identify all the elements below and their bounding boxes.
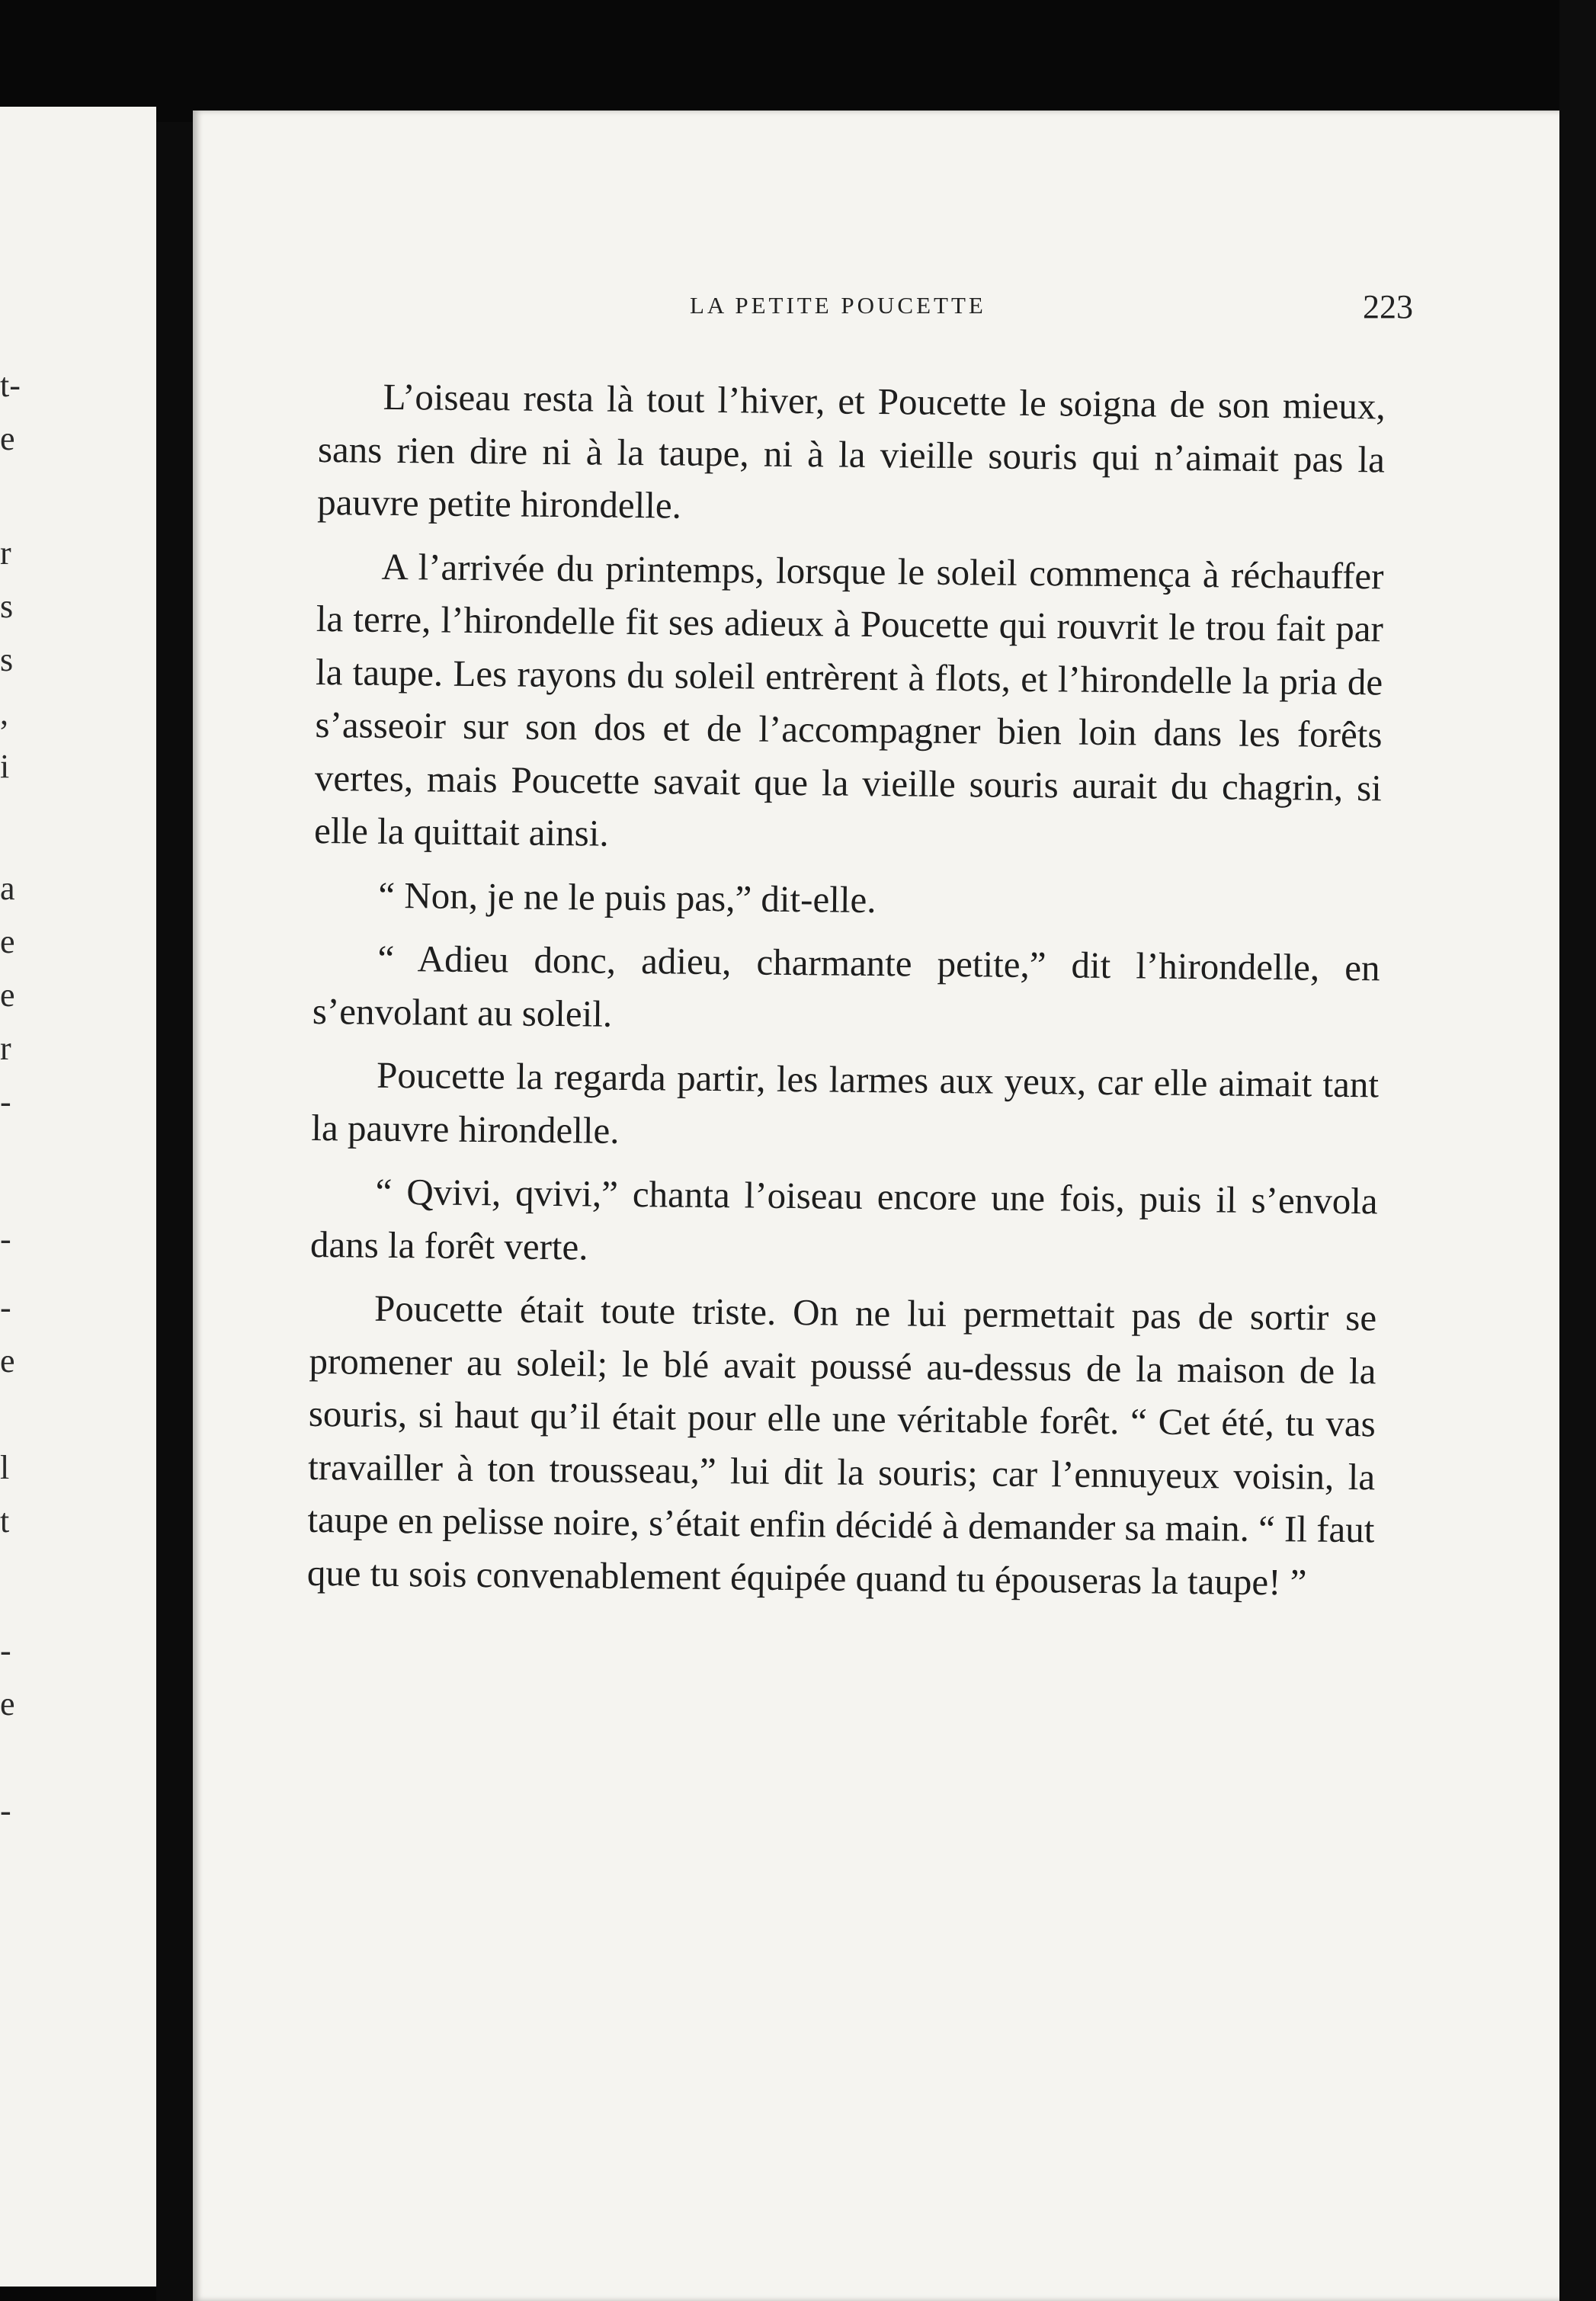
paragraph: L’oiseau resta là tout l’hiver, et Poucette le soigna de son mieux, sans rien dire ni à la taupe, ni à la vieille souris qui n’aimait pas la pauvre petite hirondelle.	[317, 375, 1386, 527]
fragment: -	[0, 1632, 11, 1669]
paragraph: A l’arrivée du printemps, lorsque le soleil commença à réchauffer la terre, l’hirondelle fit ses adieux à Poucette qui rouvrit le trou fait par la taupe. Les rayons du soleil entrèrent à flots, et l’hirondelle la pria de s’asseoir sur son dos et de l’accompagner bien loin dans les forêts vertes, mais Poucette savait que la vieille souris aurait du chagrin, si elle la quittait ainsi.	[313, 545, 1384, 854]
paragraph: Poucette était toute triste. On ne lui permettait pas de sortir se promener au soleil; le blé avait poussé au-dessus de la maison de la souris, si haut qu’il était pour elle une véritable forêt. “ Cet été, tu vas travailler à ton trousseau,” lui dit la souris; car l’ennuyeux voisin, la taupe en pelisse noire, s’était enfin décidé à demander sa main. “ Il faut que tu sois convenablement équipée quand tu épouseras la taupe! ”	[306, 1287, 1377, 1604]
fragment: ,	[0, 694, 8, 732]
fragment: e	[0, 923, 15, 960]
fragment: i	[0, 748, 10, 785]
book-page	[193, 111, 1559, 2301]
fragment: r	[0, 1030, 11, 1067]
book-gutter	[156, 122, 193, 2301]
page-header	[193, 288, 1559, 338]
paragraph: “ Non, je ne le puis pas,” dit-elle.	[378, 873, 877, 921]
fragment: s	[0, 588, 14, 625]
fragment: -	[0, 1289, 11, 1326]
fragment: e	[0, 420, 15, 457]
fragment: e	[0, 1342, 15, 1380]
fragment: -	[0, 1220, 11, 1258]
paragraph: Poucette la regarda partir, les larmes aux yeux, car elle aimait tant la pauvre hirondelle.	[311, 1053, 1380, 1152]
fragment: s	[0, 641, 14, 678]
fragment: -	[0, 1792, 11, 1829]
previous-page-text-fragments	[0, 107, 23, 2287]
fragment: t-	[0, 367, 21, 404]
page-number: 223	[1363, 288, 1413, 325]
paragraph: “ Adieu donc, adieu, charmante petite,” dit l’hirondelle, en s’envolant au soleil.	[312, 937, 1380, 1035]
fragment: l	[0, 1449, 10, 1486]
fragment: t	[0, 1502, 10, 1540]
running-title: LA PETITE POUCETTE	[690, 292, 986, 319]
scan-border	[1559, 0, 1596, 2301]
page-body	[306, 370, 1386, 1620]
fragment: -	[0, 1083, 11, 1120]
fragment: a	[0, 870, 15, 907]
previous-page-edge	[0, 107, 156, 2287]
paragraph: “ Qvivi, qvivi,” chanta l’oiseau encore une fois, puis il s’envola dans la forêt verte.	[309, 1170, 1378, 1267]
fragment: e	[0, 1685, 15, 1723]
fragment: e	[0, 976, 15, 1014]
fragment: r	[0, 534, 11, 572]
